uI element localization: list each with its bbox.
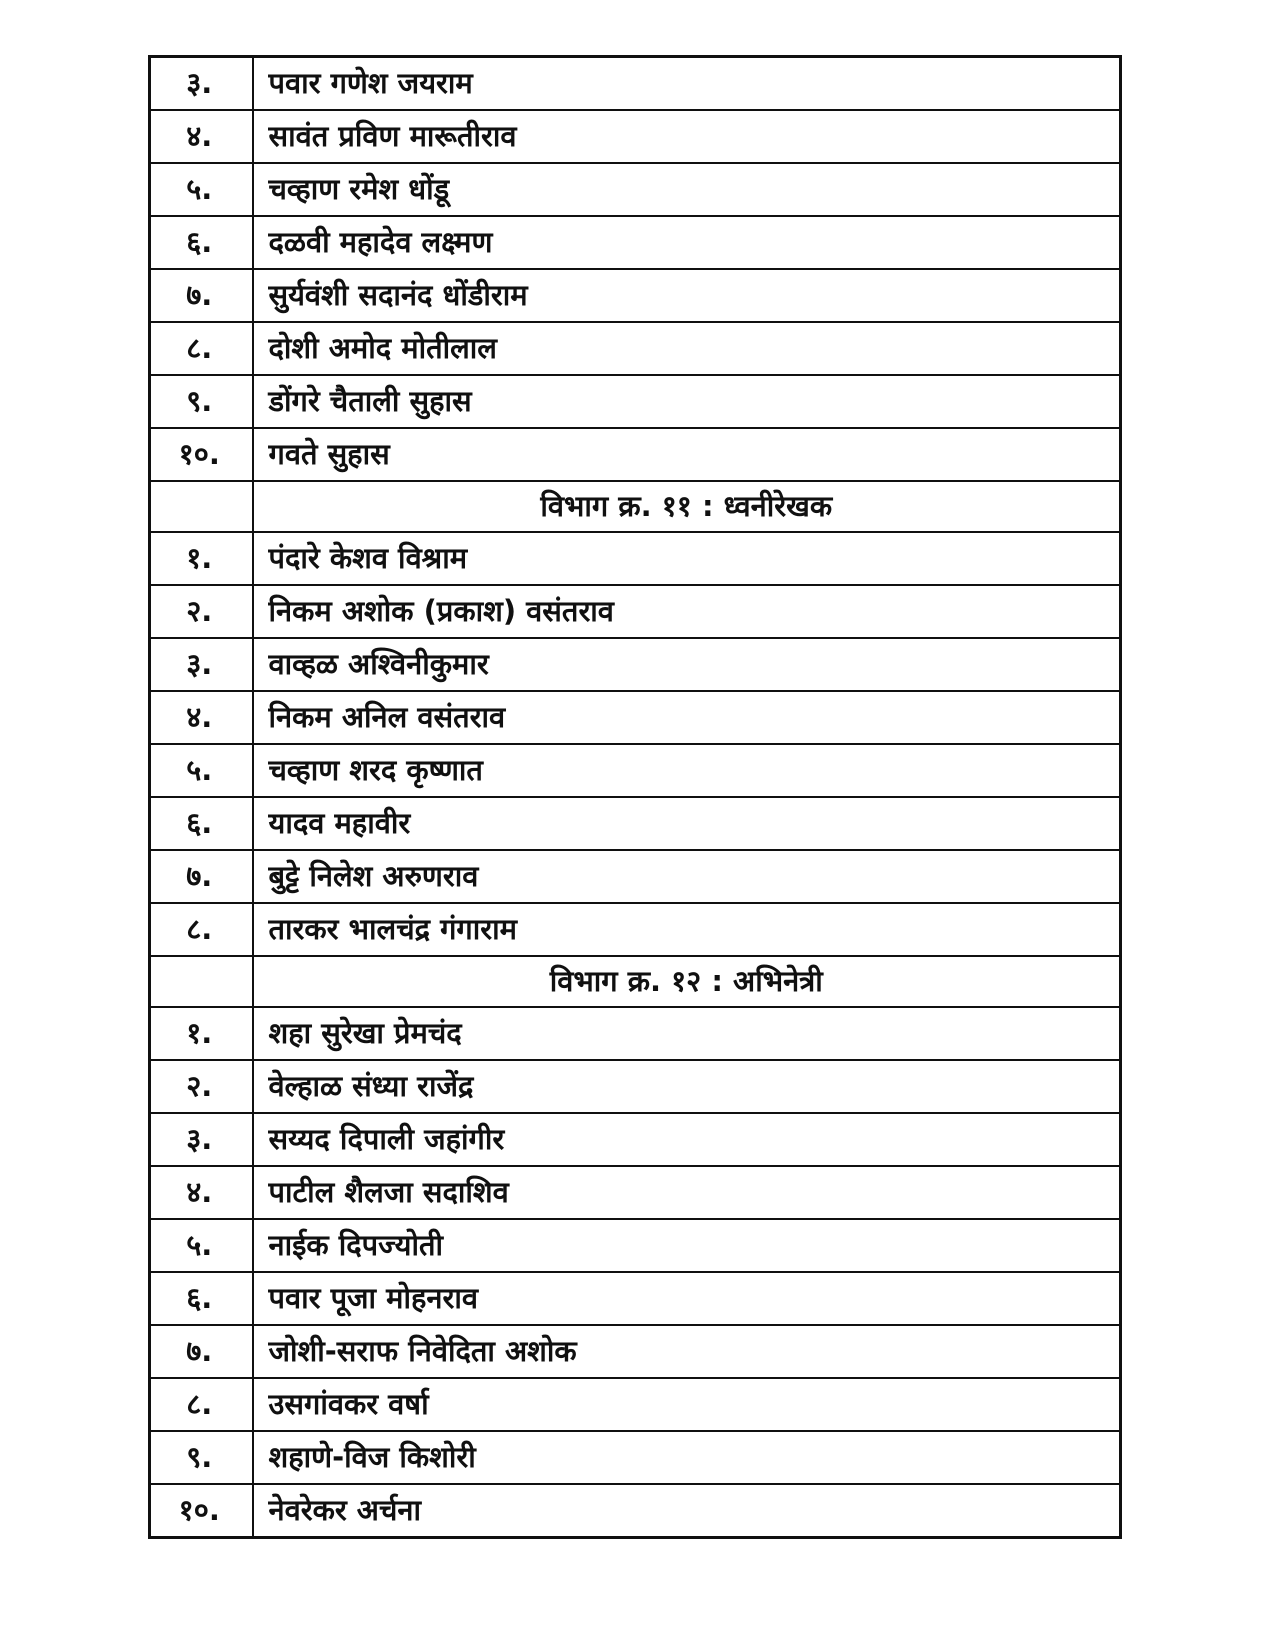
name-cell: गवते सुहास (253, 428, 1121, 481)
row-number-cell: २. (150, 585, 253, 638)
name-cell: चव्हाण शरद कृष्णात (253, 744, 1121, 797)
table-row (150, 532, 1121, 585)
row-number-cell: ६. (150, 797, 253, 850)
name-cell: चव्हाण रमेश धोंडू (253, 163, 1121, 216)
row-number-cell: १०. (150, 428, 253, 481)
row-number-cell: ८. (150, 322, 253, 375)
name-cell: यादव महावीर (253, 797, 1121, 850)
row-number-cell: १. (150, 1007, 253, 1060)
row-number-cell: ५. (150, 1219, 253, 1272)
name-cell: शहा सुरेखा प्रेमचंद (253, 1007, 1121, 1060)
table-row (150, 1060, 1121, 1113)
row-number-cell: ७. (150, 269, 253, 322)
table-row (150, 163, 1121, 216)
row-number-cell: ७. (150, 850, 253, 903)
name-cell: वाव्हळ अश्विनीकुमार (253, 638, 1121, 691)
row-number-cell: ९. (150, 375, 253, 428)
table-row (150, 1378, 1121, 1431)
table-row (150, 691, 1121, 744)
row-number-cell: १. (150, 532, 253, 585)
name-cell: जोशी-सराफ निवेदिता अशोक (253, 1325, 1121, 1378)
section-title: विभाग क्र. ११ : ध्वनीरेखक (253, 481, 1121, 532)
table-row (150, 1272, 1121, 1325)
row-number-cell: ८. (150, 903, 253, 956)
name-cell: तारकर भालचंद्र गंगाराम (253, 903, 1121, 956)
name-cell: डोंगरे चैताली सुहास (253, 375, 1121, 428)
name-cell: पाटील शैलजा सदाशिव (253, 1166, 1121, 1219)
name-cell: पंदारे केशव विश्राम (253, 532, 1121, 585)
table-row (150, 375, 1121, 428)
table-row (150, 1007, 1121, 1060)
row-number-cell: ३. (150, 57, 253, 111)
row-number-cell: ६. (150, 216, 253, 269)
table-row (150, 585, 1121, 638)
name-cell: नेवरेकर अर्चना (253, 1484, 1121, 1538)
table-row (150, 744, 1121, 797)
row-number-cell: ८. (150, 1378, 253, 1431)
row-number-cell: ३. (150, 1113, 253, 1166)
name-cell: दोशी अमोद मोतीलाल (253, 322, 1121, 375)
name-cell: पवार पूजा मोहनराव (253, 1272, 1121, 1325)
row-number-cell: ७. (150, 1325, 253, 1378)
table-row (150, 1166, 1121, 1219)
table-row (150, 110, 1121, 163)
name-cell: पवार गणेश जयराम (253, 57, 1121, 111)
name-cell: उसगांवकर वर्षा (253, 1378, 1121, 1431)
row-number-cell: ३. (150, 638, 253, 691)
name-cell: सय्यद दिपाली जहांगीर (253, 1113, 1121, 1166)
name-cell: निकम अनिल वसंतराव (253, 691, 1121, 744)
name-cell: नाईक दिपज्योती (253, 1219, 1121, 1272)
row-number-cell: ४. (150, 1166, 253, 1219)
row-number-cell: २. (150, 1060, 253, 1113)
row-number-cell: ६. (150, 1272, 253, 1325)
name-cell: बुट्टे निलेश अरुणराव (253, 850, 1121, 903)
name-cell: सावंत प्रविण मारूतीराव (253, 110, 1121, 163)
row-number-cell: ५. (150, 744, 253, 797)
table-row (150, 57, 1121, 111)
row-number-cell: ४. (150, 110, 253, 163)
table-row (150, 428, 1121, 481)
table-row (150, 216, 1121, 269)
row-number-cell: १०. (150, 1484, 253, 1538)
table-row (150, 1113, 1121, 1166)
table-row (150, 850, 1121, 903)
table-row (150, 638, 1121, 691)
name-cell: शहाणे-विज किशोरी (253, 1431, 1121, 1484)
table-row (150, 903, 1121, 956)
table-row (150, 1484, 1121, 1538)
name-cell: वेल्हाळ संध्या राजेंद्र (253, 1060, 1121, 1113)
section-header-row (150, 481, 1121, 532)
name-cell: दळवी महादेव लक्ष्मण (253, 216, 1121, 269)
table-row (150, 322, 1121, 375)
section-header-row (150, 956, 1121, 1007)
empty-number-cell (150, 481, 253, 532)
table-row (150, 269, 1121, 322)
roster-table (148, 55, 1122, 1539)
row-number-cell: ४. (150, 691, 253, 744)
empty-number-cell (150, 956, 253, 1007)
row-number-cell: ५. (150, 163, 253, 216)
section-title: विभाग क्र. १२ : अभिनेत्री (253, 956, 1121, 1007)
table-row (150, 1219, 1121, 1272)
table-row (150, 1325, 1121, 1378)
name-cell: निकम अशोक (प्रकाश) वसंतराव (253, 585, 1121, 638)
table-row (150, 797, 1121, 850)
name-cell: सुर्यवंशी सदानंद धोंडीराम (253, 269, 1121, 322)
table-row (150, 1431, 1121, 1484)
row-number-cell: ९. (150, 1431, 253, 1484)
